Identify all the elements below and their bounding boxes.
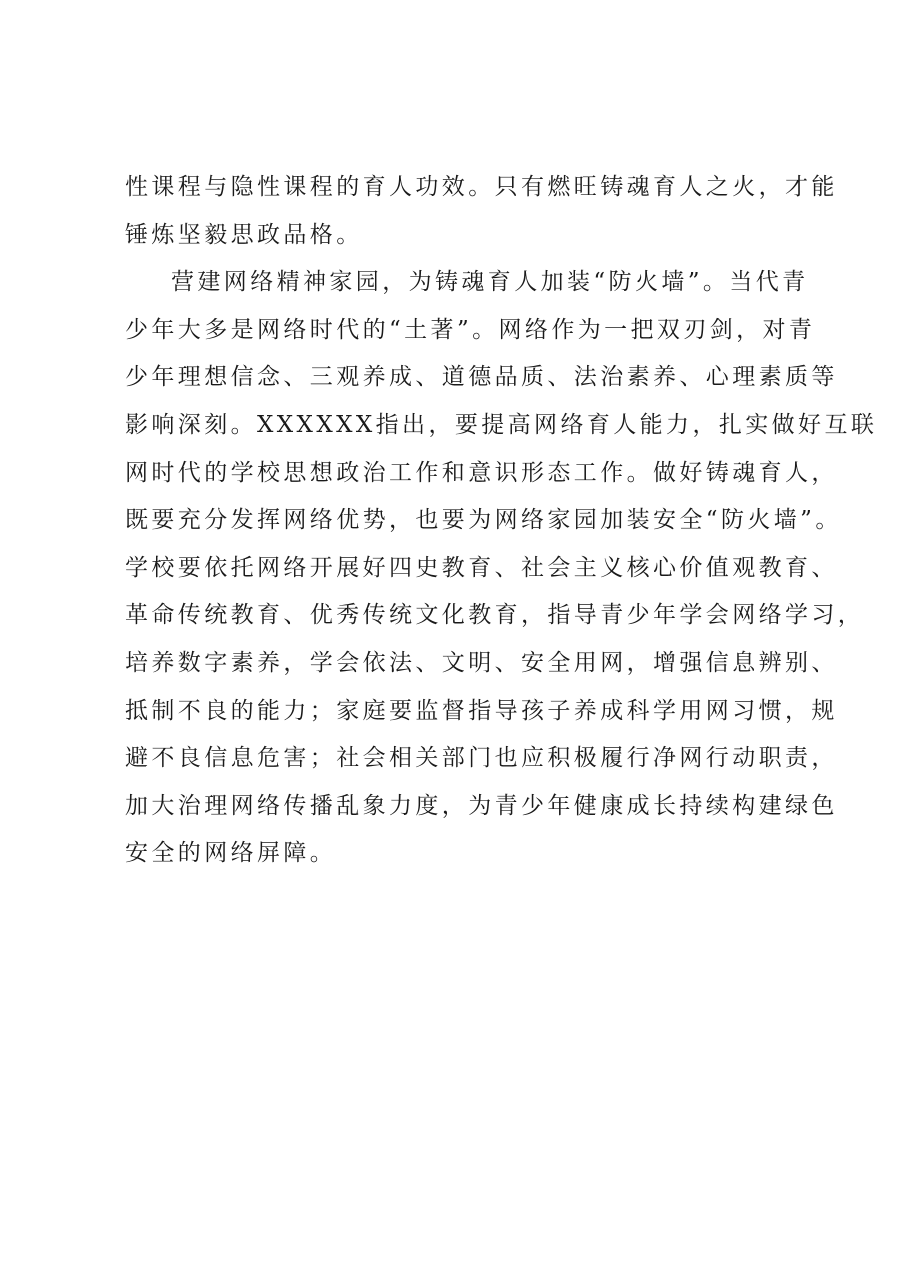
text-line: 革命传统教育、优秀传统文化教育，指导青少年学会网络学习，	[125, 602, 865, 629]
text-line: 抵制不良的能力；家庭要监督指导孩子养成科学用网习惯，规	[125, 697, 838, 724]
text-line: 安全的网络屏障。	[125, 840, 337, 867]
text-line: 影响深刻。XXXXXX指出，要提高网络育人能力，扎实做好互联	[125, 411, 878, 438]
text-line: 学校要依托网络开展好四史教育、社会主义核心价值观教育、	[125, 554, 838, 581]
text-line: 少年理想信念、三观养成、道德品质、法治素养、心理素质等	[125, 364, 838, 391]
text-line: 网时代的学校思想政治工作和意识形态工作。做好铸魂育人，	[125, 459, 838, 486]
text-line: 既要充分发挥网络优势，也要为网络家园加装安全“防火墙”。	[125, 507, 842, 534]
text-line: 锤炼坚毅思政品格。	[125, 221, 363, 248]
text-line: 少年大多是网络时代的“土著”。网络作为一把双刃剑，对青	[125, 316, 816, 343]
text-line: 性课程与隐性课程的育人功效。只有燃旺铸魂育人之火，才能	[125, 174, 838, 200]
text-line: 培养数字素养，学会依法、文明、安全用网，增强信息辨别、	[125, 649, 838, 676]
body-text	[125, 164, 878, 878]
text-line: 加大治理网络传播乱象力度，为青少年健康成长持续构建绿色	[125, 792, 838, 819]
text-line: 避不良信息危害；社会相关部门也应积极履行净网行动职责，	[125, 745, 838, 772]
paragraph-start-line: 营建网络精神家园，为铸魂育人加装“防火墙”。当代青	[171, 269, 809, 296]
